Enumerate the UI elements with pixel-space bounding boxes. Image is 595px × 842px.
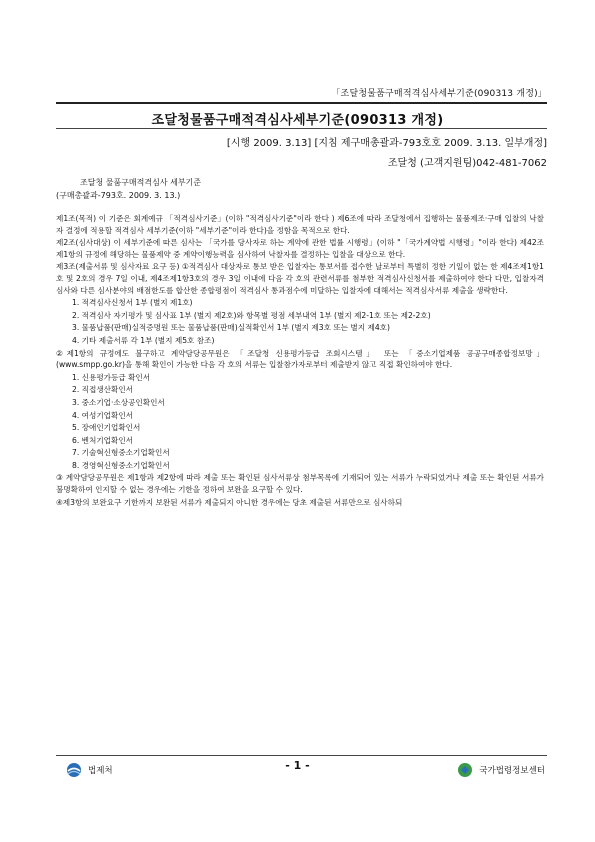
- article-3-p2-item: 3. 중소기업·소상공인확인서: [72, 397, 165, 407]
- header-rule: [56, 102, 547, 104]
- preamble-name: 조달청 물품구매적격심사 세부기준: [80, 178, 202, 187]
- footer-right-label: 국가법령정보센터: [479, 766, 545, 776]
- page-number: - 1 -: [285, 759, 310, 772]
- document-tag: 「조달청물품구매적격심사세부기준(090313 개정)」: [331, 89, 547, 99]
- enactment-line: [시행 2009. 3.13] [지침 제구매총괄과-793호호 2009. 3.13. 일부개정]: [226, 138, 547, 149]
- article-3-p2-item: 6. 벤처기업확인서: [72, 435, 134, 445]
- article-3-p2-item: 2. 직접생산확인서: [72, 385, 134, 395]
- document-body: [56, 213, 544, 509]
- article-3-item: 3. 물품납품(판매)실적증명원 또는 물품납품(판매)실적확인서 1부 (별지 제3호 또는 별지 제4호): [72, 323, 390, 333]
- footer-right: [457, 762, 545, 778]
- footer-rule: [56, 755, 547, 756]
- document-title: 조달청물품구매적격심사세부기준(090313 개정): [151, 113, 444, 128]
- article-1: 제1조(목적) 이 기준은 회계예규 「적격심사기준」(이하 "적격심사기준"이라 한다 ) 제6조에 따라 조달청에서 집행하는 물품제조·구매 입찰의 낙찰자 결정에 적용할 적격심사 세부기준(이하 "세부기준"이라 한다)을 정함을 목적으로 한다.: [56, 214, 544, 235]
- article-3-p2-item: 5. 장애인기업확인서: [72, 423, 141, 433]
- preamble-number: (구매총괄과-793호. 2009. 3. 13.): [56, 191, 181, 200]
- agency-line: 조달청 (고객지원팀)042-481-7062: [387, 158, 547, 169]
- title-rule: [56, 128, 547, 129]
- article-3-p2-item: 8. 경영혁신형중소기업확인서: [72, 460, 170, 470]
- article-3: 제3조(제출서류 및 심사자료 요구 등) ①적격심사 대상자로 통보 받은 입찰자는 통보서를 접수한 날로부터 특별히 정한 기일이 없는 한 제4조제1항1호 및 2호의 경우 7일 이내, 제4조제1항3호의 경우 3일 이내에 다음 각 호의 관련서류를 첨부한 적격심사신청서를 제출하여야 한다 다만, 입찰자격심사와 다른 심사분야의 배점한도를 합산한 종합평점이 적격심사 통과점수에 미달하는 입찰자에 대해서는 적격심사서류 제출을 생략한다.: [56, 262, 544, 295]
- article-3-p2-item: 1. 신용평가등급 확인서: [72, 372, 151, 382]
- article-2: 제2조(심사대상) 이 세부기준에 따른 심사는 「국가를 당사자로 하는 계약에 관한 법률 시행령」(이하 "「국가계약법 시행령」"이라 한다) 제42조제1항의 규정에 해당하는 물품제약 중 계약이행능력을 심사하여 낙찰자를 결정하는 입찰을 대상으로 한다.: [56, 238, 544, 259]
- article-3-item: 1. 적격심사신청서 1부 (별지 제1호): [72, 298, 193, 308]
- article-3-paragraph-4: ④제3항의 보완요구 기한까지 보완된 서류가 제출되지 아니한 경우에는 당초 제출된 서류만으로 심사하되: [56, 497, 403, 507]
- article-3-item: 4. 기타 제출서류 각 1부 (별지 제5호 참조): [72, 335, 215, 345]
- article-3-paragraph-2: ②제1항의 규정에도 불구하고 계약담당공무원은 「조달청 신용평가등급 조회시스템」 또는 「중소기업제품 공공구매종합정보망」(www.smpp.go.kr)을 통해 확인이 가능한 다음 각 호의 서류는 입찰참가자로부터 제출받지 않고 직접 확인하여야 한다.: [56, 348, 544, 370]
- article-3-p2-item: 7. 기술혁신형중소기업확인서: [72, 448, 170, 458]
- footer-left-label: 법제처: [88, 766, 113, 776]
- law-center-logo-icon: [457, 762, 473, 778]
- article-3-paragraph-3: ③ 계약담당공무원은 제1항과 제2항에 따라 제출 또는 확인된 심사서류상 첨부목록에 기재되어 있는 서류가 누락되었거나 제출 또는 확인된 서류가 불명확하여 인지할 수 없는 경우에는 기한을 정하여 보완을 요구할 수 있다.: [56, 473, 544, 495]
- article-3-p2-item: 4. 여성기업확인서: [72, 410, 134, 420]
- article-3-item: 2. 적격심사 자기평가 및 심사표 1부 (별지 제2호)와 항목별 평점 세부내역 1부 (별지 제2-1호 또는 제2-2호): [72, 310, 431, 320]
